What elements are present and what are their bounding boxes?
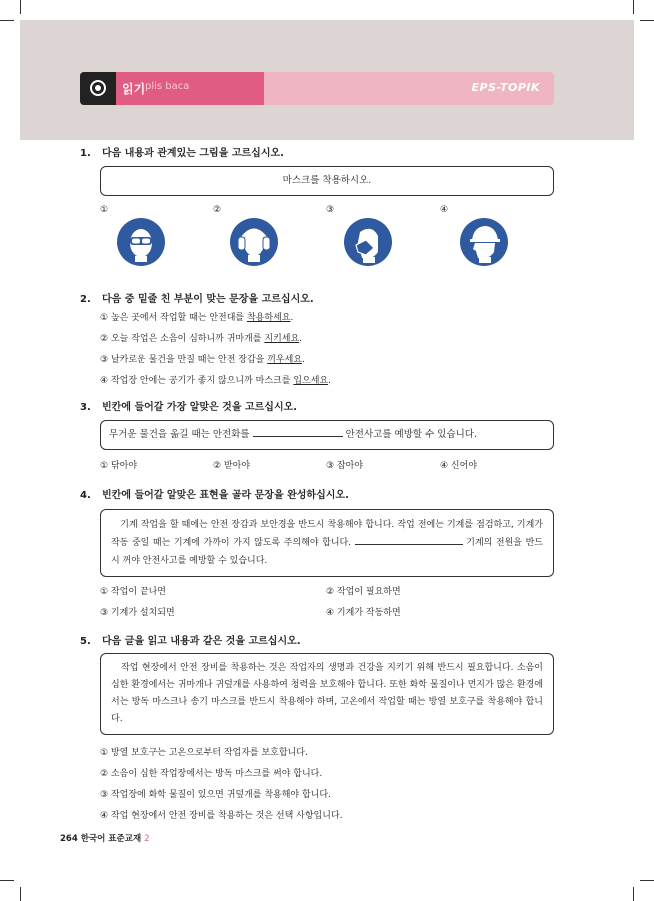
q3-blank[interactable] xyxy=(253,426,343,437)
q1-box xyxy=(100,166,554,196)
option-text: 날카로운 물건을 만질 때는 안전 장갑을 xyxy=(110,355,268,365)
q3-box xyxy=(100,420,554,450)
book-title: 한국어 표준교재 xyxy=(80,834,142,844)
q1-option-4[interactable]: ④ xyxy=(440,205,449,215)
question-number: 4. xyxy=(80,490,91,501)
passage-line-1: 기계 작업을 할 때에는 안전 장갑과 보안경을 반드시 착용해야 합니다. 작업 전에는 기계를 점검하고, xyxy=(120,520,514,530)
option-text-end: . xyxy=(328,376,331,386)
question-4 xyxy=(80,486,349,501)
q3-box-after: 안전사고를 예방할 수 있습니다. xyxy=(345,429,478,440)
q1-option-3[interactable]: ③ xyxy=(326,205,335,215)
underlined-text: 입으세요 xyxy=(293,376,329,386)
question-text: 다음 중 밑줄 친 부분이 맞는 문장을 고르십시오. xyxy=(102,294,314,305)
section-subtitle: plis baca xyxy=(145,81,190,92)
q2-option-4[interactable] xyxy=(100,373,331,386)
question-text: 빈칸에 들어갈 알맞은 표현을 골라 문장을 완성하십시오. xyxy=(102,490,349,501)
passage-line-2-end: 기계의 xyxy=(466,538,493,548)
ear-muffs-icon[interactable] xyxy=(230,218,278,266)
option-marker: ② xyxy=(100,334,109,344)
q5-option-2[interactable]: ② 소음이 심한 작업장에서는 방독 마스크를 써야 합니다. xyxy=(100,769,323,779)
page-number: 264 xyxy=(60,834,78,844)
question-number: 5. xyxy=(80,636,91,647)
brand-logo: EPS-TOPIK xyxy=(471,81,540,94)
q1-option-2[interactable]: ② xyxy=(213,205,222,215)
crop-mark xyxy=(0,20,14,21)
q3-box-before: 무거운 물건을 옮길 때는 안전화를 xyxy=(109,429,250,440)
q3-option-1[interactable]: ① 닦아야 xyxy=(100,461,138,471)
page xyxy=(20,20,634,881)
q2-option-2[interactable] xyxy=(100,331,302,344)
option-text-end: . xyxy=(290,313,294,323)
q2-option-1[interactable] xyxy=(100,310,293,323)
q4-passage xyxy=(101,510,553,576)
q3-option-4[interactable]: ④ 신어야 xyxy=(440,461,478,471)
q1-option-1[interactable]: ① xyxy=(100,205,109,215)
passage-line-3: 전원을 반드시 꺼야 안전사고를 예방할 수 있습니다. xyxy=(111,538,543,566)
underlined-text: 끼우세요 xyxy=(267,355,303,365)
question-number: 1. xyxy=(80,148,91,159)
q5-passage: 작업 현장에서 안전 장비를 착용하는 것은 작업자의 생명과 건강을 지키기 위해 반드시 필요합니다. 소음이 심한 환경에서는 귀마개나 귀덮개를 사용하여 청력을 보호해야 합니다. 또한 화학 물질이나 먼지가 많은 환경에서는 방독 마스크나 송기 마스크를 반드시 착용해야 하며, 고온에서 작업할 때는 방열 보호구를 착용해야 합니다. xyxy=(111,663,543,724)
question-5 xyxy=(80,632,301,647)
section-header xyxy=(80,72,554,105)
question-text: 다음 내용과 관계있는 그림을 고르십시오. xyxy=(102,148,284,159)
question-number: 3. xyxy=(80,402,91,413)
q2-option-3[interactable] xyxy=(100,352,305,365)
crop-mark xyxy=(20,887,21,901)
question-2 xyxy=(80,290,314,305)
question-text: 빈칸에 들어갈 가장 알맞은 것을 고르십시오. xyxy=(102,402,298,413)
crop-mark xyxy=(0,880,14,881)
face-mask-icon[interactable] xyxy=(344,218,392,266)
question-3 xyxy=(80,398,297,413)
option-text: 작업장 안에는 공기가 좋지 않으니까 마스크를 xyxy=(110,376,294,386)
page-footer xyxy=(60,832,150,844)
q3-option-2[interactable]: ② 받아야 xyxy=(213,461,251,471)
question-1 xyxy=(80,144,284,159)
q3-option-3[interactable]: ③ 잡아야 xyxy=(326,461,364,471)
option-text-end: . xyxy=(302,355,305,365)
q4-option-4[interactable]: ④ 기계가 작동하면 xyxy=(326,608,401,618)
q4-blank[interactable] xyxy=(355,535,463,545)
option-text: 오늘 작업은 소음이 심하니까 귀마개를 xyxy=(110,334,265,344)
q5-option-3[interactable]: ③ 작업장에 화학 물질이 있으면 귀덮개를 착용해야 합니다. xyxy=(100,790,331,800)
crop-mark xyxy=(633,887,634,901)
helmet-icon[interactable] xyxy=(460,218,508,266)
crop-mark xyxy=(633,0,634,14)
passage-line-2: 기계가 작동 중일 때는 기계에 가까이 가지 않도록 주의해야 합니다. xyxy=(111,520,543,548)
book-volume: 2 xyxy=(144,834,150,844)
question-number: 2. xyxy=(80,294,91,305)
option-marker: ① xyxy=(100,313,109,323)
option-marker: ④ xyxy=(100,376,109,386)
underlined-text: 착용하세요 xyxy=(246,313,291,323)
q5-option-1[interactable]: ① 방열 보호구는 고온으로부터 작업자를 보호합니다. xyxy=(100,748,308,758)
q4-option-1[interactable]: ① 작업이 끝나면 xyxy=(100,587,166,597)
crop-mark xyxy=(20,0,21,14)
question-text: 다음 글을 읽고 내용과 같은 것을 고르십시오. xyxy=(102,636,301,647)
q4-passage-box xyxy=(100,509,554,577)
crop-mark xyxy=(640,20,654,21)
option-marker: ③ xyxy=(100,355,109,365)
section-title: 읽기 xyxy=(122,82,146,96)
option-text: 높은 곳에서 작업할 때는 안전대를 xyxy=(110,313,247,323)
reading-icon xyxy=(80,72,116,105)
goggles-icon[interactable] xyxy=(117,218,165,266)
q4-option-3[interactable]: ③ 기계가 설치되면 xyxy=(100,608,175,618)
crop-mark xyxy=(640,880,654,881)
q1-box-text: 마스크를 착용하시오. xyxy=(282,175,372,186)
underlined-text: 지키세요 xyxy=(264,334,300,344)
option-text-end: . xyxy=(299,334,303,344)
q5-passage-box xyxy=(100,653,554,735)
q5-option-4[interactable]: ④ 작업 현장에서 안전 장비를 착용하는 것은 선택 사항입니다. xyxy=(100,811,343,821)
q4-option-2[interactable]: ② 작업이 필요하면 xyxy=(326,587,401,597)
